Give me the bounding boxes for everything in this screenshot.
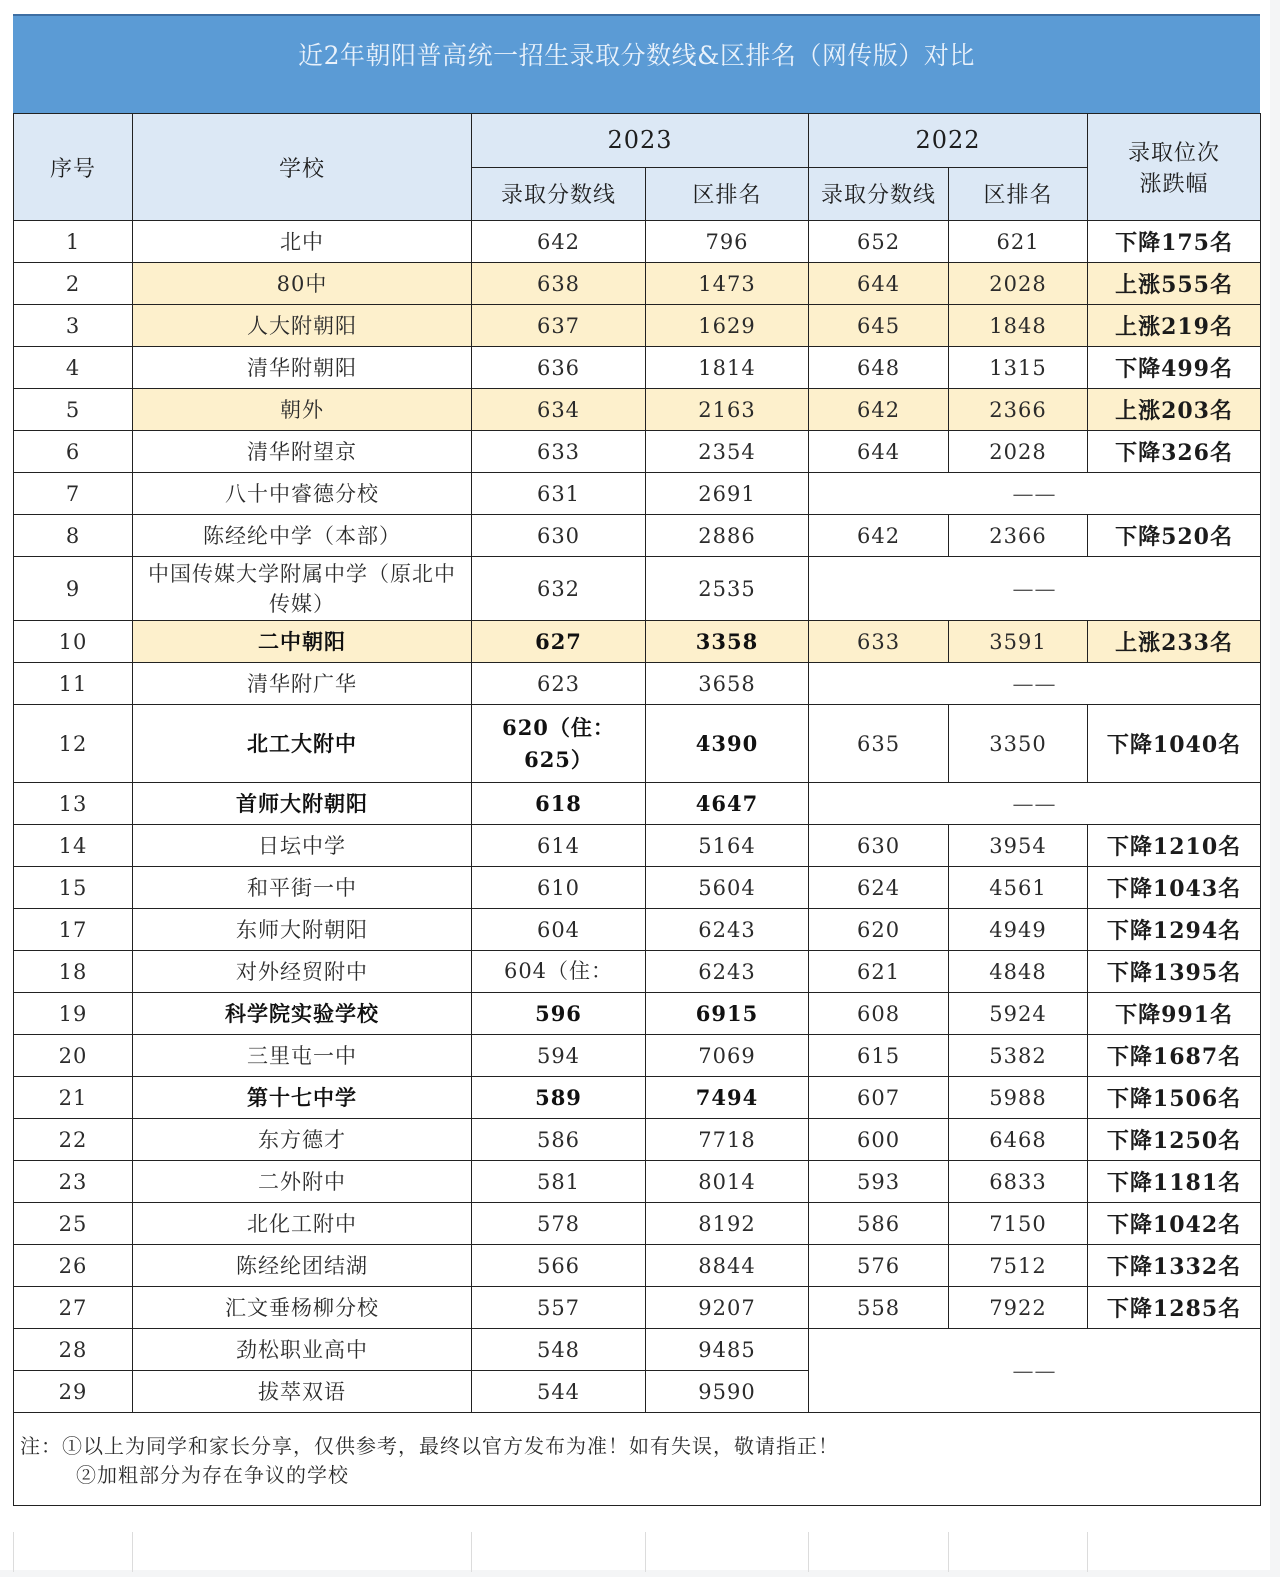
cell-school [133,1287,472,1329]
table-row [14,347,1261,389]
table-row [14,431,1261,473]
cell-no-data-2022: —— [809,1329,1261,1413]
cell-school [133,1329,472,1371]
cell-school [133,263,472,305]
cell-score-2023: 544 [472,1371,646,1413]
school-name: 对外经贸附中 [236,959,368,984]
school-name: 北中 [280,229,324,254]
cell-rank-2022: 1315 [949,347,1088,389]
cell-rank-2022: 7150 [949,1203,1088,1245]
cell-score-2022: 630 [809,825,949,867]
cell-school [133,473,472,515]
cell-rank-change: 下降1250名 [1088,1119,1261,1161]
cell-score-2023: 594 [472,1035,646,1077]
cell-rank-change: 上涨233名 [1088,621,1261,663]
cell-score-2022: 576 [809,1245,949,1287]
grid-line [808,1532,809,1572]
cell-rank-2022: 2028 [949,263,1088,305]
table-row [14,1287,1261,1329]
cell-rank-2023: 796 [646,221,809,263]
cell-rank-change: 下降1294名 [1088,909,1261,951]
grid-line [471,1532,472,1572]
cell-rank-change: 下降1043名 [1088,867,1261,909]
cell-score-2023: 557 [472,1287,646,1329]
note-line-1: 注：①以上为同学和家长分享，仅供参考，最终以官方发布为准！如有失误，敬请指正！ [20,1434,839,1458]
cell-no-data-2022: —— [809,557,1261,621]
cell-score-2023: 623 [472,663,646,705]
cell-index: 13 [14,783,133,825]
cell-school [133,705,472,783]
cell-index: 29 [14,1371,133,1413]
cell-rank-change: 下降1687名 [1088,1035,1261,1077]
score-2023-clipped: 604（住： [503,959,614,983]
cell-rank-2023: 3358 [646,621,809,663]
cell-school [133,557,472,621]
cell-index: 19 [14,993,133,1035]
table-row [14,1035,1261,1077]
cell-index: 17 [14,909,133,951]
cell-rank-2023: 2886 [646,515,809,557]
cell-rank-2023: 2535 [646,557,809,621]
cell-score-2023 [472,951,646,993]
cell-score-2023: 642 [472,221,646,263]
cell-score-2022: 621 [809,951,949,993]
cell-score-2023: 631 [472,473,646,515]
cell-rank-2022: 7922 [949,1287,1088,1329]
notes-cell [14,1413,1261,1506]
header-school: 学校 [133,114,472,221]
header-year-2023: 2023 [472,114,809,168]
grid-line [1087,1532,1088,1572]
school-name: 八十中睿德分校 [225,481,379,506]
header-score-2023: 录取分数线 [472,167,646,221]
cell-index: 28 [14,1329,133,1371]
school-name: 第十七中学 [247,1084,357,1110]
admission-score-table [13,113,1261,1506]
cell-rank-2023: 9485 [646,1329,809,1371]
table-row [14,1245,1261,1287]
cell-rank-2022: 3350 [949,705,1088,783]
cell-score-2022: 607 [809,1077,949,1119]
school-name: 拔萃双语 [258,1379,346,1404]
cell-index: 14 [14,825,133,867]
cell-school [133,1245,472,1287]
cell-score-2023: 636 [472,347,646,389]
cell-school [133,1119,472,1161]
school-name: 朝外 [280,397,324,422]
cell-index: 7 [14,473,133,515]
table-row [14,825,1261,867]
cell-index: 20 [14,1035,133,1077]
cell-score-2022: 635 [809,705,949,783]
cell-index: 6 [14,431,133,473]
cell-school [133,993,472,1035]
cell-index: 15 [14,867,133,909]
cell-rank-2023: 7718 [646,1119,809,1161]
cell-rank-2023: 7069 [646,1035,809,1077]
school-name: 劲松职业高中 [236,1337,368,1362]
cell-index: 2 [14,263,133,305]
cell-index: 18 [14,951,133,993]
cell-index: 23 [14,1161,133,1203]
table-row [14,909,1261,951]
cell-rank-change: 上涨555名 [1088,263,1261,305]
header-year-2022: 2022 [809,114,1088,168]
cell-rank-2023: 4647 [646,783,809,825]
header-score-2022: 录取分数线 [809,167,949,221]
cell-index: 27 [14,1287,133,1329]
cell-school [133,621,472,663]
cell-rank-change: 下降1285名 [1088,1287,1261,1329]
cell-score-2022: 642 [809,389,949,431]
cell-score-2022: 642 [809,515,949,557]
cell-score-2022: 644 [809,431,949,473]
cell-rank-2022: 5988 [949,1077,1088,1119]
cell-school [133,783,472,825]
cell-school [133,1203,472,1245]
cell-rank-2022: 4848 [949,951,1088,993]
cell-rank-2023: 4390 [646,705,809,783]
cell-school [133,347,472,389]
cell-school [133,221,472,263]
cell-school [133,1035,472,1077]
cell-score-2023: 627 [472,621,646,663]
cell-score-2023: 596 [472,993,646,1035]
school-name: 和平街一中 [247,875,357,900]
table-row [14,1161,1261,1203]
school-name: 清华附朝阳 [247,355,357,380]
cell-rank-2023: 6243 [646,951,809,993]
cell-rank-2023: 9590 [646,1371,809,1413]
cell-rank-2023: 5164 [646,825,809,867]
cell-school [133,1077,472,1119]
cell-score-2022: 624 [809,867,949,909]
cell-rank-2022: 3954 [949,825,1088,867]
school-name: 二外附中 [258,1169,346,1194]
header-rank-2023: 区排名 [646,167,809,221]
cell-rank-2023: 1473 [646,263,809,305]
cell-rank-2023: 8844 [646,1245,809,1287]
table-row [14,783,1261,825]
cell-score-2023: 637 [472,305,646,347]
cell-rank-2023: 6243 [646,909,809,951]
cell-score-2022: 593 [809,1161,949,1203]
cell-score-2023: 548 [472,1329,646,1371]
school-name: 东师大附朝阳 [236,917,368,942]
cell-score-2022: 615 [809,1035,949,1077]
cell-rank-change: 下降1042名 [1088,1203,1261,1245]
school-name: 清华附望京 [247,439,357,464]
cell-score-2022: 586 [809,1203,949,1245]
cell-rank-change: 下降1506名 [1088,1077,1261,1119]
school-name: 陈经纶团结湖 [236,1253,368,1278]
cell-school [133,951,472,993]
cell-index: 21 [14,1077,133,1119]
header-change [1088,114,1261,221]
cell-score-2022: 620 [809,909,949,951]
school-name: 东方德才 [258,1127,346,1152]
cell-rank-change: 下降499名 [1088,347,1261,389]
cell-school [133,1161,472,1203]
school-name: 80中 [276,271,328,296]
cell-rank-2023: 9207 [646,1287,809,1329]
cell-score-2022: 645 [809,305,949,347]
cell-rank-2022: 7512 [949,1245,1088,1287]
cell-rank-2023: 7494 [646,1077,809,1119]
cell-rank-2022: 2366 [949,389,1088,431]
cell-school [133,515,472,557]
header-change-line1: 录取位次 [1128,141,1221,166]
cell-rank-2022: 2366 [949,515,1088,557]
table-row [14,263,1261,305]
cell-index: 10 [14,621,133,663]
school-name: 人大附朝阳 [247,313,357,338]
cell-school [133,431,472,473]
cell-rank-change: 下降1395名 [1088,951,1261,993]
cell-index: 11 [14,663,133,705]
cell-rank-change: 下降326名 [1088,431,1261,473]
cell-rank-2022: 5382 [949,1035,1088,1077]
school-name: 汇文垂杨柳分校 [225,1295,379,1320]
table-row [14,705,1261,783]
cell-score-2023 [472,705,646,783]
cell-score-2023: 610 [472,867,646,909]
table-row [14,1119,1261,1161]
school-name: 三里屯一中 [247,1043,357,1068]
cell-rank-change: 下降175名 [1088,221,1261,263]
cell-no-data-2022: —— [809,783,1261,825]
cell-score-2023: 586 [472,1119,646,1161]
school-name: 日坛中学 [258,833,346,858]
table-row [14,1203,1261,1245]
table-row [14,515,1261,557]
table-row [14,867,1261,909]
cell-score-2022: 648 [809,347,949,389]
school-name: 首师大附朝阳 [236,790,368,816]
cell-score-2023: 632 [472,557,646,621]
header-index: 序号 [14,114,133,221]
table-row [14,1329,1261,1371]
cell-rank-2022: 621 [949,221,1088,263]
grid-line [948,1532,949,1572]
table-row [14,305,1261,347]
cell-rank-2023: 5604 [646,867,809,909]
cell-score-2022: 652 [809,221,949,263]
cell-score-2023: 604 [472,909,646,951]
table-row [14,663,1261,705]
cell-score-2023: 638 [472,263,646,305]
cell-index: 12 [14,705,133,783]
cell-rank-change: 下降991名 [1088,993,1261,1035]
cell-rank-2022: 6833 [949,1161,1088,1203]
cell-no-data-2022: —— [809,473,1261,515]
school-name: 二中朝阳 [258,628,346,654]
header-row-1 [14,114,1261,168]
cell-score-2023: 618 [472,783,646,825]
cell-score-2023: 581 [472,1161,646,1203]
cell-rank-2022: 5924 [949,993,1088,1035]
cell-score-2022: 608 [809,993,949,1035]
cell-rank-2023: 2354 [646,431,809,473]
school-name: 陈经纶中学（本部） [203,523,401,548]
cell-score-2022: 558 [809,1287,949,1329]
school-name: 清华附广华 [247,671,357,696]
table-row [14,951,1261,993]
cell-rank-2022: 3591 [949,621,1088,663]
cell-rank-2023: 2163 [646,389,809,431]
cell-rank-2022: 6468 [949,1119,1088,1161]
title-band [13,14,1260,116]
cell-school [133,909,472,951]
cell-rank-2022: 4949 [949,909,1088,951]
school-name: 中国传媒大学附属中学（原北中传媒） [148,561,456,616]
cell-index: 8 [14,515,133,557]
notes-row [14,1413,1261,1506]
cell-school [133,825,472,867]
cell-school [133,389,472,431]
cell-school [133,867,472,909]
cell-index: 4 [14,347,133,389]
cell-index: 3 [14,305,133,347]
cell-score-2023: 630 [472,515,646,557]
note-line-2: ②加粗部分为存在争议的学校 [76,1463,349,1487]
score-2023-value: 620（住：625） [502,714,615,772]
table-row [14,557,1261,621]
school-name: 科学院实验学校 [225,1000,379,1026]
grid-line [645,1532,646,1572]
cell-rank-2023: 1629 [646,305,809,347]
cell-rank-2023: 2691 [646,473,809,515]
cell-rank-2023: 3658 [646,663,809,705]
header-change-line2: 涨跌幅 [1139,172,1209,197]
cell-rank-change: 下降1210名 [1088,825,1261,867]
school-name: 北工大附中 [247,730,357,756]
cell-score-2022: 644 [809,263,949,305]
header-rank-2022: 区排名 [949,167,1088,221]
table-row [14,473,1261,515]
cell-score-2023: 633 [472,431,646,473]
cell-rank-change: 下降1040名 [1088,705,1261,783]
table-row [14,389,1261,431]
cell-no-data-2022: —— [809,663,1261,705]
cell-school [133,305,472,347]
grid-line [132,1532,133,1572]
cell-score-2022: 633 [809,621,949,663]
school-name: 北化工附中 [247,1211,357,1236]
table-row [14,221,1261,263]
cell-index: 9 [14,557,133,621]
cell-rank-change: 下降1181名 [1088,1161,1261,1203]
table-row [14,621,1261,663]
cell-index: 26 [14,1245,133,1287]
cell-rank-2023: 6915 [646,993,809,1035]
cell-school [133,1371,472,1413]
cell-rank-change: 上涨219名 [1088,305,1261,347]
cell-rank-2022: 4561 [949,867,1088,909]
cell-rank-2023: 8192 [646,1203,809,1245]
cell-rank-2022: 1848 [949,305,1088,347]
cell-rank-2023: 8014 [646,1161,809,1203]
grid-line [13,1532,14,1572]
cell-school [133,663,472,705]
cell-score-2023: 589 [472,1077,646,1119]
cell-score-2023: 634 [472,389,646,431]
table-row [14,1077,1261,1119]
page-title: 近2年朝阳普高统一招生录取分数线&区排名（网传版）对比 [298,41,975,70]
cell-score-2023: 614 [472,825,646,867]
cell-score-2023: 566 [472,1245,646,1287]
cell-score-2023: 578 [472,1203,646,1245]
cell-index: 25 [14,1203,133,1245]
cell-rank-2022: 2028 [949,431,1088,473]
table-row [14,993,1261,1035]
cell-rank-change: 下降520名 [1088,515,1261,557]
cell-rank-change: 下降1332名 [1088,1245,1261,1287]
cell-rank-change: 上涨203名 [1088,389,1261,431]
cell-index: 1 [14,221,133,263]
cell-index: 5 [14,389,133,431]
cell-score-2022: 600 [809,1119,949,1161]
cell-index: 22 [14,1119,133,1161]
cell-rank-2023: 1814 [646,347,809,389]
